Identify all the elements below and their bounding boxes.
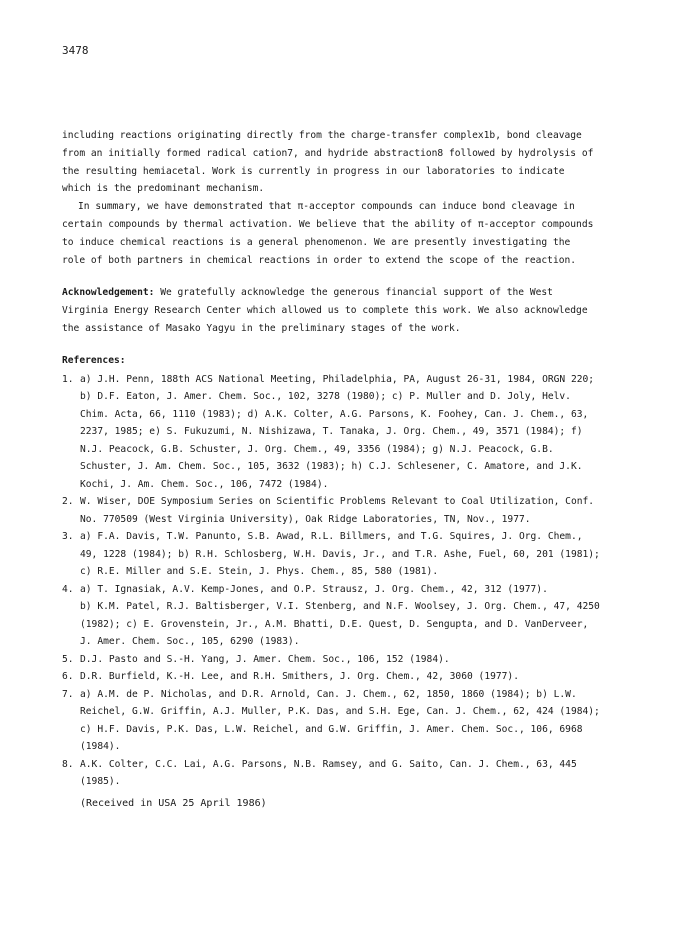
text-line: In summary, we have demonstrated that π-acceptor compounds can induce bond cleavage in	[78, 201, 575, 213]
reference-item	[62, 581, 642, 651]
reference-number: 2.	[62, 496, 74, 508]
reference-line: c) R.E. Miller and S.E. Stein, J. Phys. Chem., 85, 580 (1981).	[80, 566, 439, 578]
received-date: (Received in USA 25 April 1986)	[80, 797, 267, 809]
reference-number: 7.	[62, 688, 74, 700]
reference-number: 8.	[62, 758, 74, 770]
reference-line: Reichel, G.W. Griffin, A.J. Muller, P.K. Das, and S.H. Ege, Can. J. Chem., 62, 424 (1984);	[80, 706, 600, 718]
reference-line: a) J.H. Penn, 188th ACS National Meeting, Philadelphia, PA, August 26-31, 1984, ORGN 220;	[80, 373, 595, 385]
reference-item	[62, 651, 642, 669]
reference-line: a) A.M. de P. Nicholas, and D.R. Arnold, Can. J. Chem., 62, 1850, 1860 (1984); b) L.W.	[80, 688, 577, 700]
reference-number: 3.	[62, 531, 74, 543]
acknowledgement-text: We gratefully acknowledge the generous financial support of the West	[154, 287, 553, 299]
text-line: certain compounds by thermal activation. We believe that the ability of π-acceptor compounds	[62, 218, 594, 230]
reference-item	[62, 371, 642, 494]
reference-number: 1.	[62, 373, 74, 385]
reference-line: b) K.M. Patel, R.J. Baltisberger, V.I. Stenberg, and N.F. Woolsey, J. Org. Chem., 47, 4250	[80, 601, 600, 613]
reference-line: b) D.F. Eaton, J. Amer. Chem. Soc., 102, 3278 (1980); c) P. Muller and D. Joly, Helv.	[80, 391, 571, 403]
reference-number: 4.	[62, 583, 74, 595]
page-body	[62, 127, 642, 812]
reference-line: a) F.A. Davis, T.W. Panunto, S.B. Awad, R.L. Billmers, and T.G. Squires, J. Org. Chem.,	[80, 531, 583, 543]
reference-item	[62, 528, 642, 581]
references-list	[62, 371, 642, 791]
reference-item	[62, 668, 642, 686]
reference-line: Kochi, J. Am. Chem. Soc., 106, 7472 (1984).	[80, 478, 329, 490]
reference-line: (1982); c) E. Grovenstein, Jr., A.M. Bhatti, D.E. Quest, D. Sengupta, and D. VanDerveer,	[80, 618, 589, 630]
text-line: role of both partners in chemical reactions in order to extend the scope of the reaction.	[62, 254, 577, 266]
acknowledgement-heading: Acknowledgement:	[62, 287, 155, 299]
reference-line: (1984).	[80, 741, 121, 753]
text-line: the resulting hemiacetal. Work is currently in progress in our laboratories to indicate	[62, 165, 565, 177]
reference-number: 5.	[62, 653, 74, 665]
reference-line: W. Wiser, DOE Symposium Series on Scientific Problems Relevant to Coal Utilization, Conf.	[80, 496, 595, 508]
reference-line: a) T. Ignasiak, A.V. Kemp-Jones, and O.P. Strausz, J. Org. Chem., 42, 312 (1977).	[80, 583, 548, 595]
reference-line: Schuster, J. Am. Chem. Soc., 105, 3632 (1983); h) C.J. Schlesener, C. Amatore, and J.K.	[80, 461, 583, 473]
reference-line: Chim. Acta, 66, 1110 (1983); d) A.K. Colter, A.G. Parsons, K. Foohey, Can. J. Chem., 63,	[80, 408, 589, 420]
reference-line: D.R. Burfield, K.-H. Lee, and R.H. Smithers, J. Org. Chem., 42, 3060 (1977).	[80, 671, 519, 683]
reference-line: 49, 1228 (1984); b) R.H. Schlosberg, W.H. Davis, Jr., and T.R. Ashe, Fuel, 60, 201 (1981);	[80, 548, 600, 560]
body-paragraph-summary	[62, 198, 642, 269]
text-line: which is the predominant mechanism.	[62, 183, 265, 195]
reference-item	[62, 686, 642, 756]
acknowledgement-paragraph	[62, 284, 642, 337]
reference-line: (1985).	[80, 776, 121, 788]
reference-line: A.K. Colter, C.C. Lai, A.G. Parsons, N.B. Ramsey, and G. Saito, Can. J. Chem., 63, 445	[80, 758, 577, 770]
text-line	[62, 284, 642, 302]
text-line: the assistance of Masako Yagyu in the preliminary stages of the work.	[62, 322, 461, 334]
references-heading: References:	[62, 354, 126, 366]
text-line: to induce chemical reactions is a general phenomenon. We are presently investigating the	[62, 236, 571, 248]
text-line: including reactions originating directly from the charge-transfer complex1b, bond cleavage	[62, 130, 582, 141]
reference-item	[62, 756, 642, 791]
reference-number: 6.	[62, 671, 74, 683]
reference-line: c) H.F. Davis, P.K. Das, L.W. Reichel, and G.W. Griffin, J. Amer. Chem. Soc., 106, 6968	[80, 723, 583, 735]
text-line: Virginia Energy Research Center which allowed us to complete this work. We also acknowledge	[62, 305, 588, 317]
reference-line: No. 770509 (West Virginia University), Oak Ridge Laboratories, TN, Nov., 1977.	[80, 513, 531, 525]
reference-line: J. Amer. Chem. Soc., 105, 6290 (1983).	[80, 636, 300, 648]
text-line: from an initially formed radical cation7, and hydride abstraction8 followed by hydrolysis of	[62, 147, 594, 159]
page-number: 3478	[62, 44, 89, 57]
body-paragraph-conclusion-mechanism	[62, 127, 642, 198]
reference-item	[62, 493, 642, 528]
reference-line: D.J. Pasto and S.-H. Yang, J. Amer. Chem. Soc., 106, 152 (1984).	[80, 653, 450, 665]
reference-line: N.J. Peacock, G.B. Schuster, J. Org. Chem., 49, 3356 (1984); g) N.J. Peacock, G.B.	[80, 443, 554, 455]
reference-line: 2237, 1985; e) S. Fukuzumi, N. Nishizawa, T. Tanaka, J. Org. Chem., 49, 3571 (1984); f)	[80, 426, 583, 438]
